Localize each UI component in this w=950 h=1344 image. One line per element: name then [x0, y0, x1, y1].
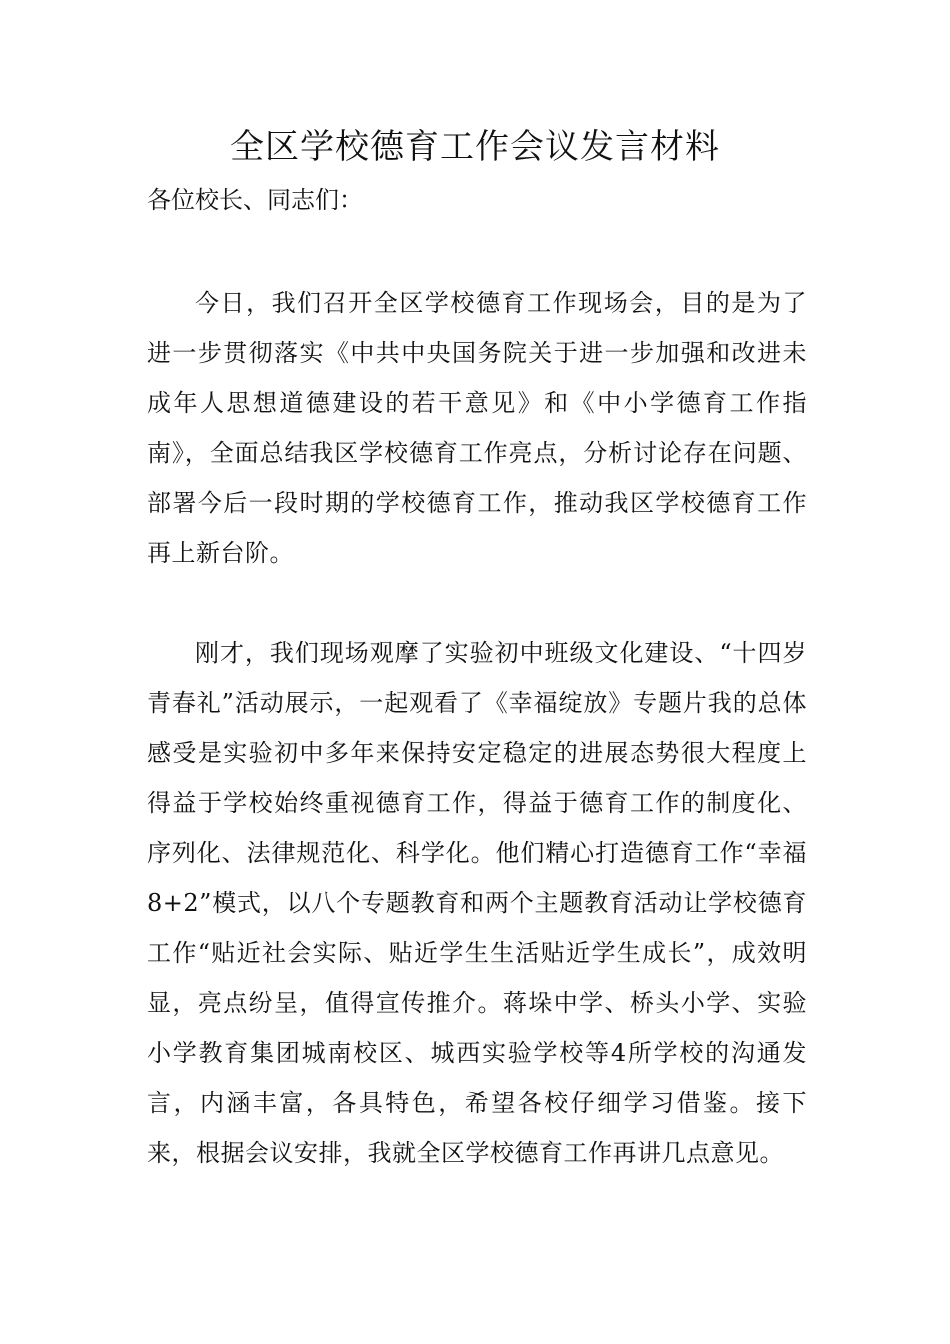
salutation: 各位校长、同志们：	[147, 186, 363, 214]
paragraph-2: 刚才，我们现场观摩了实验初中班级文化建设、“十四岁青春礼”活动展示，一起观看了《幸福绽放》专题片我的总体感受是实验初中多年来保持安定稳定的进展态势很大程度上得益于学校始终重视德育工作，得益于德育工作的制度化、序列化、法律规范化、科学化。他们精心打造德育工作“幸福8+2”模式，以八个专题教育和两个主题教育活动让学校德育工作“贴近社会实际、贴近学生生活贴近学生成长”，成效明显，亮点纷呈，值得宣传推介。蒋垛中学、桥头小学、实验小学教育集团城南校区、城西实验学校等4所学校的沟通发言，内涵丰富，各具特色，希望各校仔细学习借鉴。接下来，根据会议安排，我就全区学校德育工作再讲几点意见。	[147, 639, 807, 1167]
document-title: 全区学校德育工作会议发言材料	[230, 127, 720, 167]
paragraph-1: 今日，我们召开全区学校德育工作现场会，目的是为了进一步贯彻落实《中共中央国务院关于进一步加强和改进未成年人思想道德建设的若干意见》和《中小学德育工作指南》，全面总结我区学校德育工作亮点，分析讨论存在问题、部署今后一段时期的学校德育工作，推动我区学校德育工作再上新台阶。	[147, 289, 807, 567]
